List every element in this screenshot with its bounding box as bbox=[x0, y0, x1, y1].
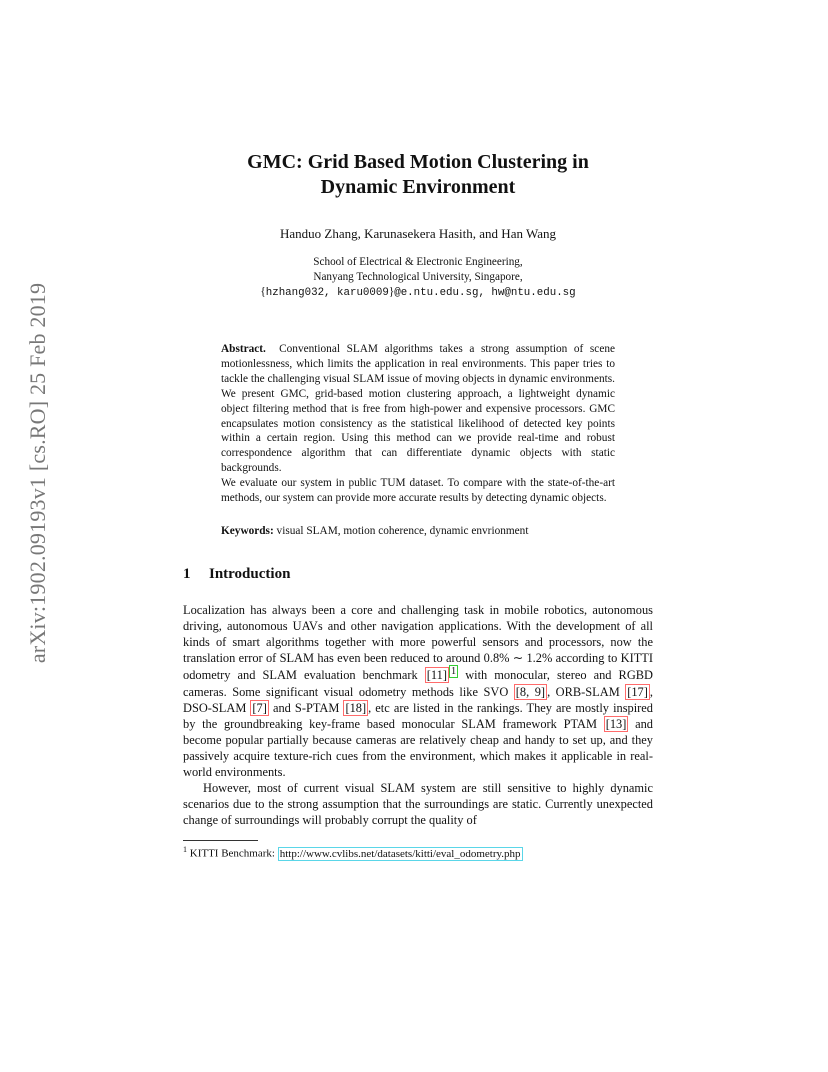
affiliation-line-1: School of Electrical & Electronic Engineering, bbox=[313, 256, 523, 268]
abstract-paragraph-2: We evaluate our system in public TUM dataset. To compare with the state-of-the-art methods, our system can provide more accurate results by detecting dynamic objects. bbox=[221, 477, 615, 505]
citation-link-17[interactable]: [17] bbox=[627, 684, 648, 699]
section-title: Introduction bbox=[209, 565, 291, 582]
arxiv-sidebar-stamp bbox=[20, 283, 56, 663]
section-heading bbox=[183, 566, 653, 583]
footnote-divider bbox=[183, 840, 258, 841]
email-brace-close: } bbox=[388, 286, 395, 298]
footnote-mark: 1 bbox=[183, 845, 187, 855]
intro-text: , ORB-SLAM bbox=[547, 684, 626, 699]
intro-paragraph-2: However, most of current visual SLAM system are still sensitive to highly dynamic scenarios due to the strong assumption that the surroundings are static. Currently unexpected change of surroundings will probably corrupt the quality of bbox=[183, 781, 653, 828]
section-number: 1 bbox=[183, 565, 191, 582]
citation-link-7[interactable]: [7] bbox=[252, 700, 267, 715]
intro-text: , DSO-SLAM bbox=[183, 684, 653, 715]
citation-link-11[interactable]: [11] bbox=[426, 668, 447, 683]
paper-title bbox=[183, 150, 653, 200]
introduction-body bbox=[183, 602, 653, 828]
authors: Handuo Zhang, Karunasekera Hasith, and Han Wang bbox=[280, 226, 556, 241]
title-line-2: Dynamic Environment bbox=[320, 176, 516, 198]
keywords bbox=[221, 525, 615, 537]
keywords-label: Keywords: bbox=[221, 524, 274, 537]
footnote-label: KITTI Benchmark: bbox=[189, 848, 278, 861]
keywords-text: visual SLAM, motion coherence, dynamic envrionment bbox=[276, 524, 529, 537]
footnote bbox=[183, 845, 653, 860]
intro-text: and become popular partially because cameras are relatively cheap and handy to set up, and they passively acquire texture-rich cues from the environment, which makes it applicable in real-world environments. bbox=[183, 716, 653, 780]
affiliation-line-2: Nanyang Technological University, Singapore, bbox=[313, 271, 523, 283]
intro-text: and S-PTAM bbox=[268, 700, 344, 715]
citation-link-18[interactable]: [18] bbox=[345, 700, 367, 715]
footnote-link-1[interactable]: 1 bbox=[450, 666, 457, 678]
intro-text: , etc are listed in the rankings. They are mostly inspired by the groundbreaking key-frame based monocular SLAM framework PTAM bbox=[183, 700, 654, 731]
paper-page bbox=[183, 150, 653, 860]
citation-link-8-9[interactable]: [8, 9] bbox=[515, 684, 546, 699]
email-names: hzhang032, karu0009 bbox=[265, 287, 389, 299]
title-line-1: GMC: Grid Based Motion Clustering in bbox=[247, 151, 589, 173]
email-domains: @e.ntu.edu.sg, hw@ntu.edu.sg bbox=[394, 287, 576, 299]
abstract-label: Abstract. bbox=[221, 343, 266, 355]
email-line bbox=[260, 286, 575, 298]
intro-text: with monocular, stereo and RGBD cameras. Some significant visual odometry methods like SVO bbox=[183, 668, 653, 699]
citation-link-13[interactable]: [13] bbox=[605, 716, 627, 731]
affiliation bbox=[183, 255, 653, 301]
footnote-url-link[interactable]: http://www.cvlibs.net/datasets/kitti/eval_odometry.php bbox=[279, 848, 521, 861]
email-brace-open: { bbox=[260, 286, 266, 298]
abstract bbox=[221, 342, 615, 506]
intro-text: Localization has always been a core and challenging task in mobile robotics, autonomous driving, autonomous UAVs and other navigation applications. With the development of all kinds of smart algorithms together with more powerful sensors and processors, now the translation error of SLAM has even been reduced to around 0.8% ∼ 1.2% according to KITTI odometry and SLAM evaluation benchmark bbox=[183, 602, 653, 683]
arxiv-id: arXiv:1902.09193v1 [cs.RO] 25 Feb 2019 bbox=[25, 282, 50, 664]
intro-paragraph-1 bbox=[183, 602, 653, 780]
abstract-paragraph-1: Conventional SLAM algorithms takes a strong assumption of scene motionlessness, which limits the application in real environments. This paper tries to tackle the challenging visual SLAM issue of moving objects in dynamic environments. We present GMC, grid-based motion clustering approach, a lightweight dynamic object filtering method that is free from high-power and expensive processors. GMC encapsulates motion consistency as the statistical likelihood of detected key points within a certain region. Using this method can we provide real-time and robust correspondence algorithm that can differentiate dynamic objects with static backgrounds. bbox=[221, 343, 615, 475]
